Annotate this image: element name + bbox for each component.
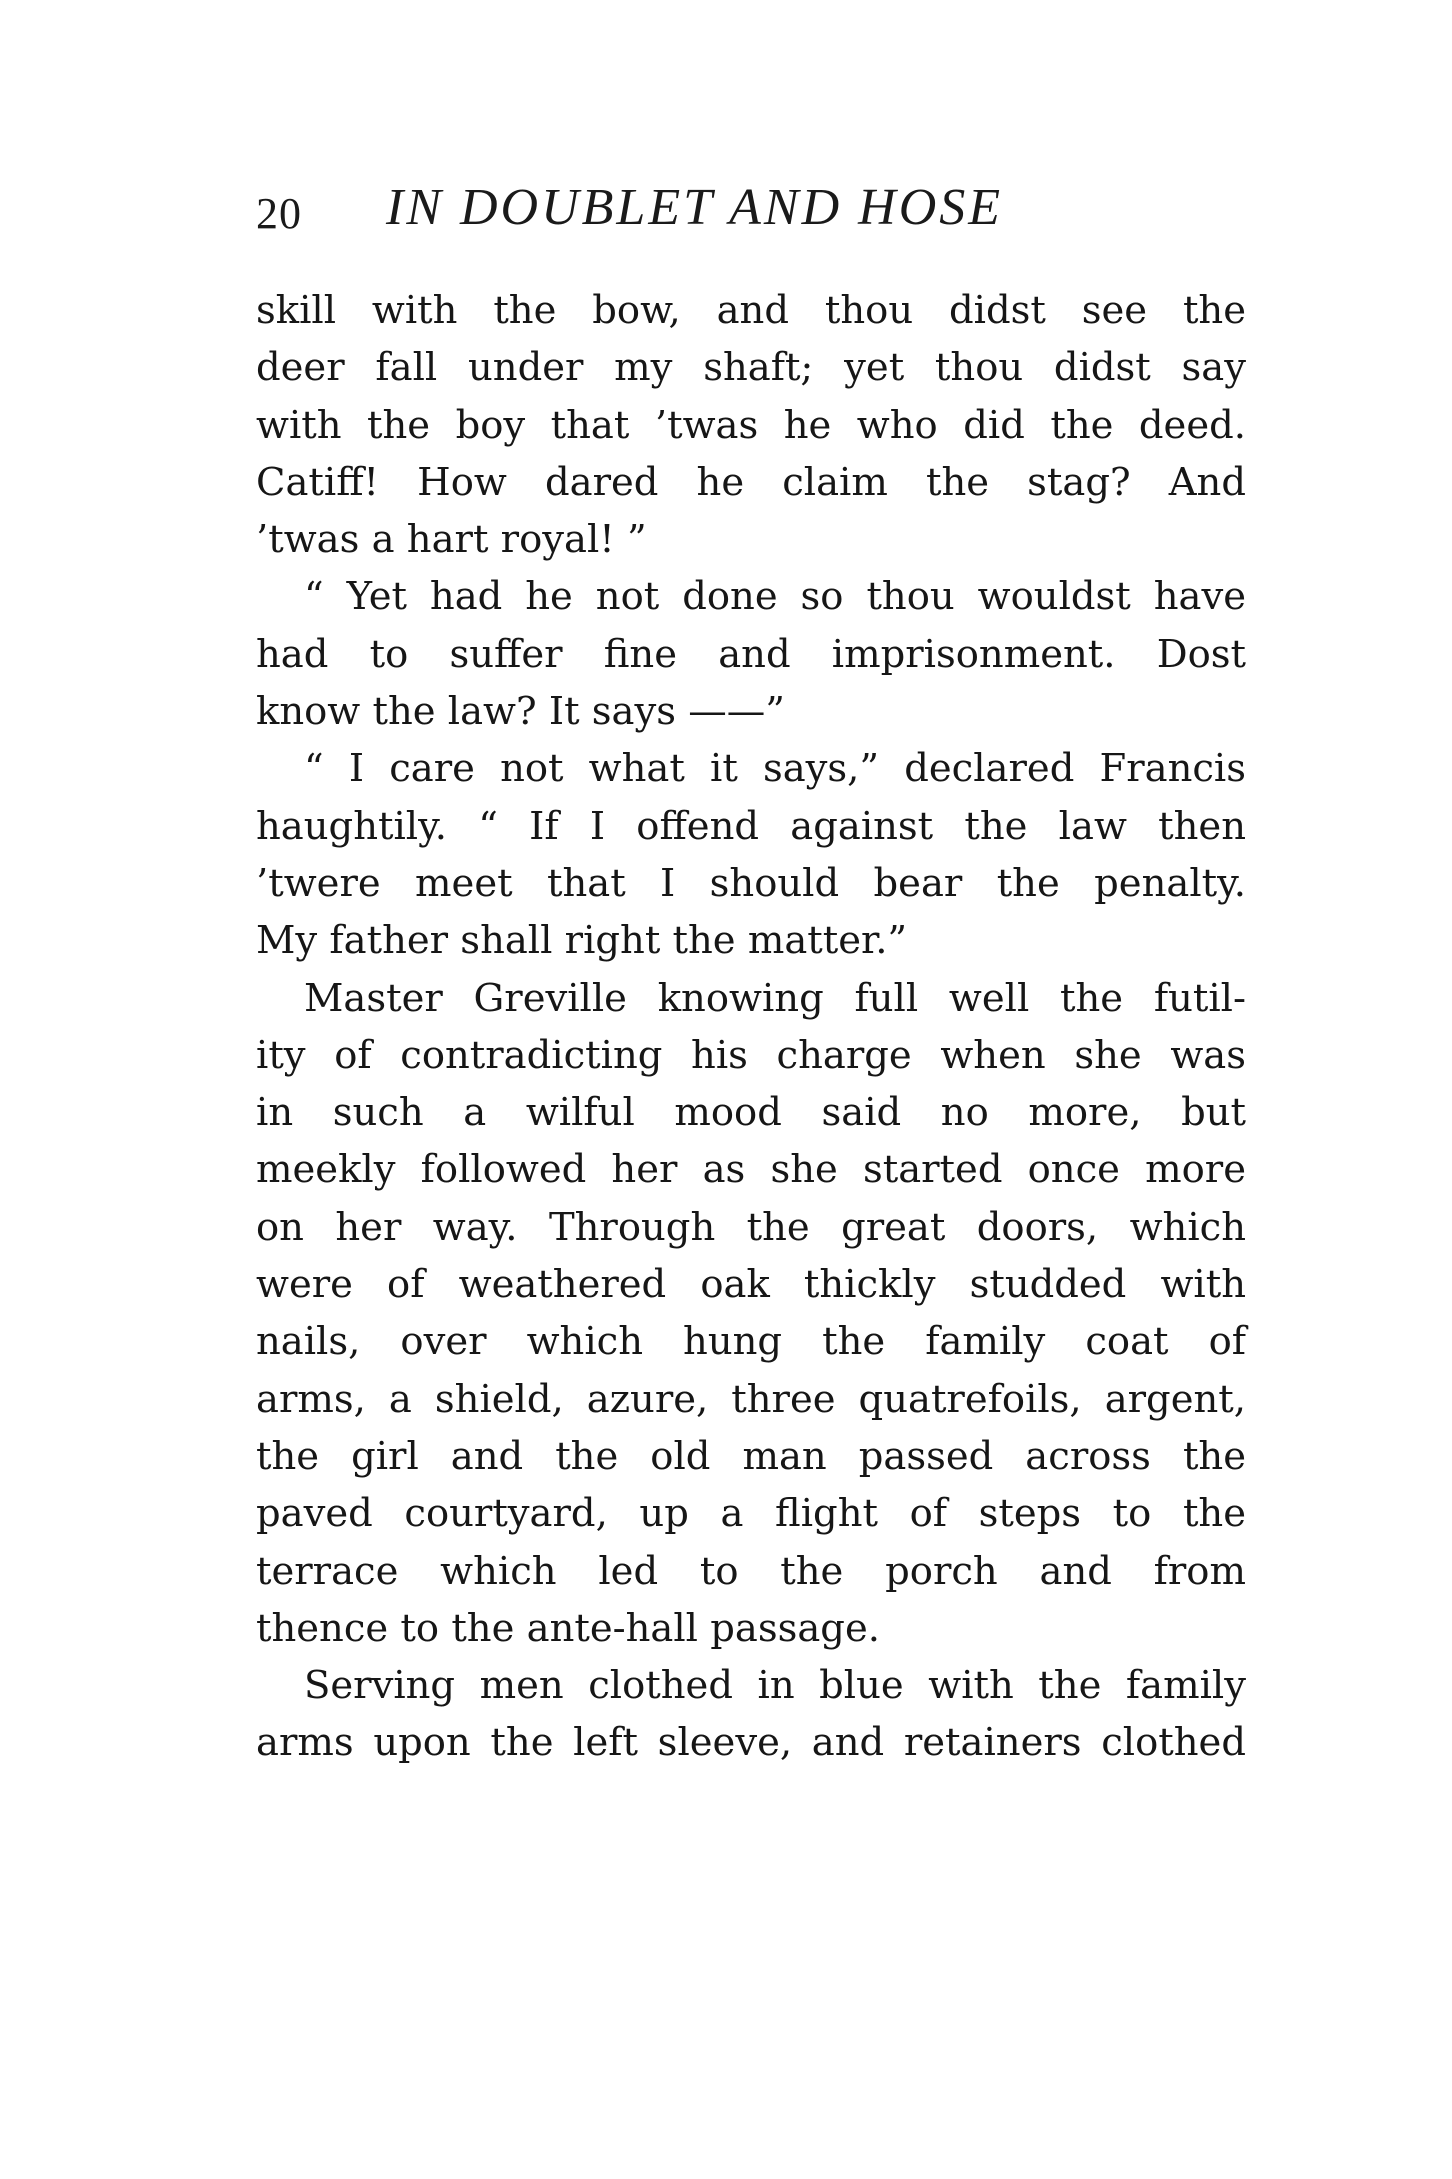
- text-line: Catiff! How dared he claim the stag? And: [256, 459, 1246, 505]
- text-line: Serving men clothed in blue with the family: [304, 1663, 1246, 1709]
- text-line: had to suffer fine and imprisonment. Dost: [256, 631, 1246, 677]
- text-line: know the law? It says ——”: [256, 689, 785, 735]
- text-line: “ I care not what it says,” declared Francis: [304, 746, 1246, 792]
- text-line: terrace which led to the porch and from: [256, 1548, 1246, 1594]
- running-title: IN DOUBLET AND HOSE: [386, 179, 1004, 236]
- text-line: My father shall right the matter.”: [256, 918, 908, 964]
- text-line: haughtily. “ If I offend against the law then: [256, 803, 1246, 849]
- body-text: [256, 282, 1246, 1772]
- text-line: with the boy that ’twas he who did the deed.: [256, 402, 1246, 448]
- text-line: nails, over which hung the family coat of: [256, 1319, 1246, 1365]
- text-line: on her way. Through the great doors, which: [256, 1204, 1246, 1250]
- text-line: were of weathered oak thickly studded with: [256, 1262, 1246, 1308]
- page-header: [256, 178, 1246, 258]
- text-line: Master Greville knowing full well the futil-: [304, 975, 1246, 1021]
- text-line: thence to the ante-hall passage.: [256, 1605, 880, 1651]
- text-line: the girl and the old man passed across the: [256, 1433, 1246, 1479]
- text-line: meekly followed her as she started once more: [256, 1147, 1246, 1193]
- text-line: arms upon the left sleeve, and retainers clothed: [256, 1720, 1246, 1766]
- text-line: skill with the bow, and thou didst see the: [256, 288, 1246, 333]
- text-line: ’twere meet that I should bear the penalty.: [256, 860, 1246, 906]
- text-line: deer fall under my shaft; yet thou didst say: [256, 345, 1246, 391]
- text-line: “ Yet had he not done so thou wouldst have: [304, 574, 1246, 620]
- text-line: ’twas a hart royal! ”: [256, 517, 647, 563]
- text-line: ity of contradicting his charge when she was: [256, 1032, 1246, 1078]
- text-line: in such a wilful mood said no more, but: [256, 1090, 1246, 1136]
- text-line: arms, a shield, azure, three quatrefoils, argent,: [256, 1376, 1246, 1422]
- text-line: paved courtyard, up a flight of steps to the: [256, 1491, 1246, 1537]
- page-number: 20: [256, 189, 302, 238]
